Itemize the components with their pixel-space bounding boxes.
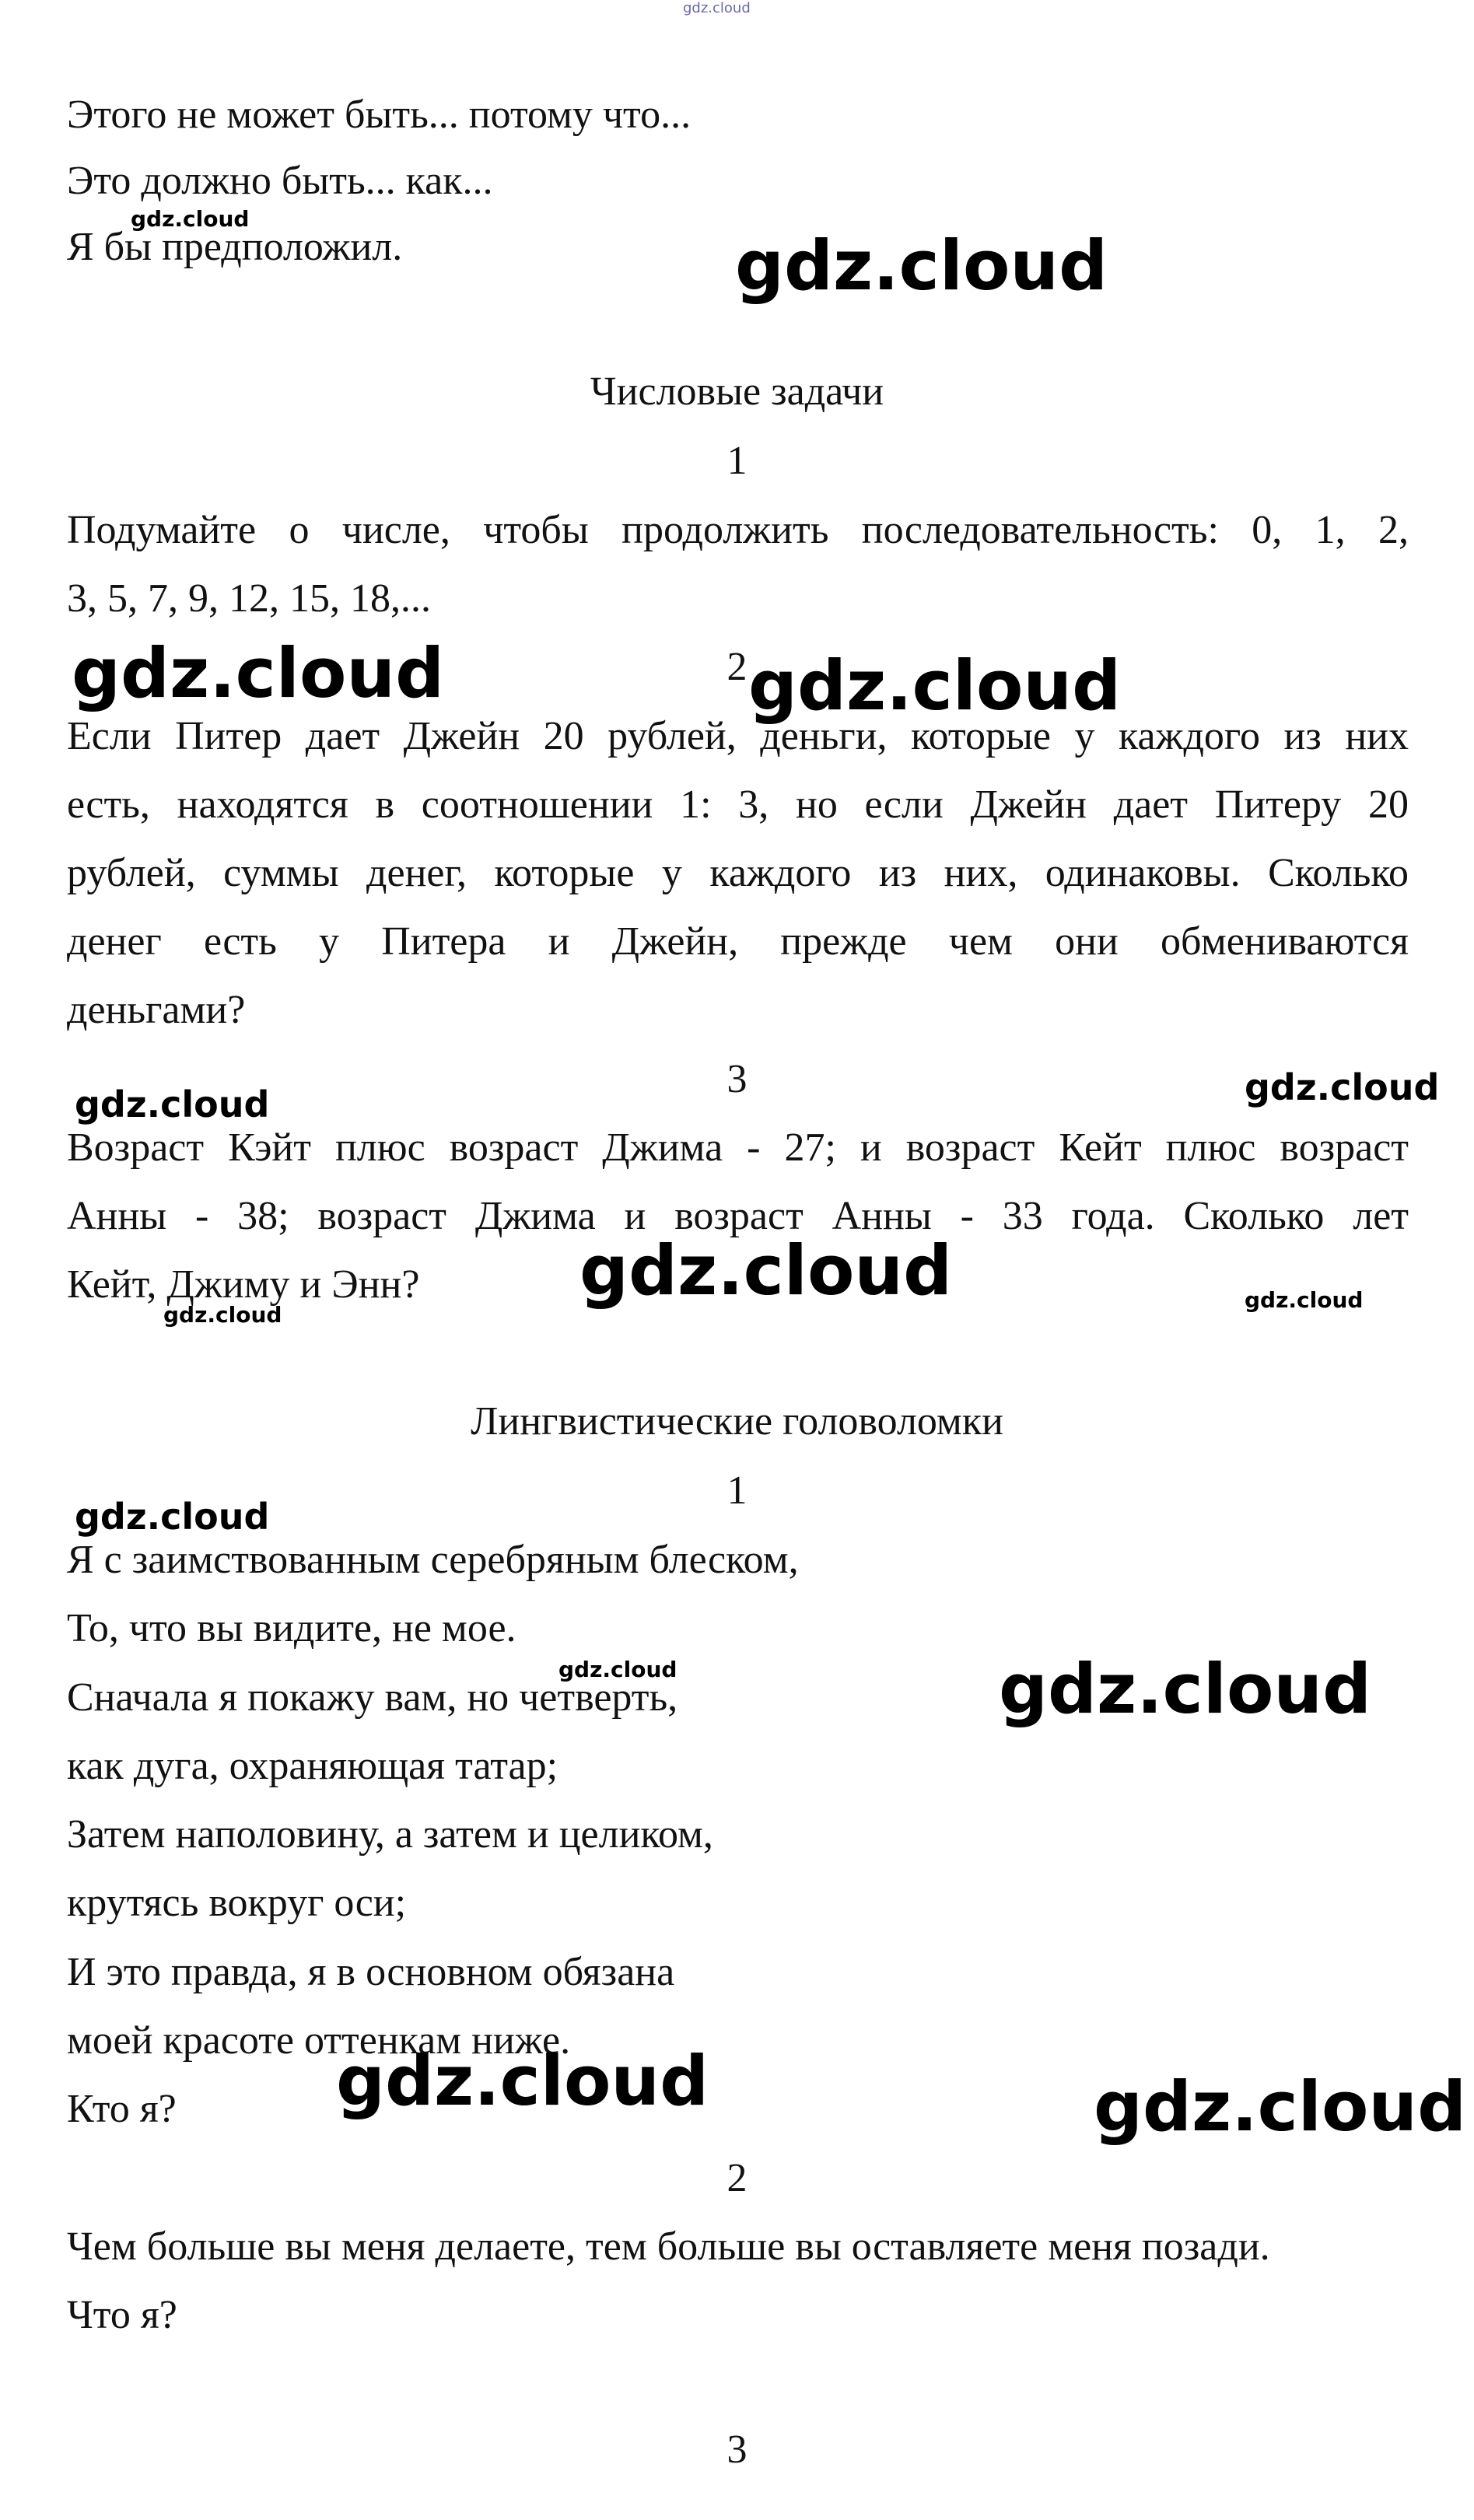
watermark-top: gdz.cloud	[683, 0, 751, 16]
problem-text-line: Возраст Кэйт плюс возраст Джима - 27; и возраст Кейт плюс возраст	[67, 1125, 1409, 1170]
problem-text-line: деньгами?	[67, 988, 246, 1032]
intro-line: Это должно быть... как...	[67, 159, 493, 203]
problem-number: 3	[726, 1057, 748, 1101]
problem-text-line: есть, находятся в соотношении 1: 3, но если Джейн дает Питеру 20	[67, 782, 1409, 827]
watermark: gdz.cloud	[75, 1496, 270, 1538]
poem-line: крутясь вокруг оси;	[67, 1881, 407, 1925]
problem-text-line: Что я?	[67, 2293, 177, 2337]
poem-line: Я с заимствованным серебряным блеском,	[67, 1538, 799, 1582]
poem-line: Кто я?	[67, 2087, 177, 2131]
watermark: gdz.cloud	[75, 1083, 270, 1125]
problem-text-line: денег есть у Питера и Джейн, прежде чем они обмениваются	[67, 919, 1409, 964]
problem-number: 2	[726, 2156, 748, 2200]
problem-number: 1	[726, 439, 748, 483]
section-title-numeric: Числовые задачи	[590, 369, 884, 414]
problem-text-line: Кейт, Джиму и Энн?	[67, 1262, 420, 1307]
poem-line: как дуга, охраняющая татар;	[67, 1744, 558, 1788]
poem-line: Затем наполовину, а затем и целиком,	[67, 1812, 713, 1857]
watermark: gdz.cloud	[1245, 1287, 1364, 1313]
poem-line: И это правда, я в основном обязана	[67, 1950, 675, 1994]
watermark: gdz.cloud	[748, 646, 1122, 726]
watermark: gdz.cloud	[999, 1649, 1372, 1729]
watermark: gdz.cloud	[336, 2041, 709, 2121]
watermark: gdz.cloud	[131, 206, 250, 232]
problem-text-line: 3, 5, 7, 9, 12, 15, 18,...	[67, 576, 431, 621]
watermark: gdz.cloud	[1094, 2067, 1467, 2147]
problem-text-line: Чем больше вы меня делаете, тем больше вы оставляете меня позади.	[67, 2224, 1270, 2269]
watermark: gdz.cloud	[163, 1302, 282, 1328]
watermark: gdz.cloud	[72, 633, 445, 713]
problem-text-line: Анны - 38; возраст Джима и возраст Анны - 33 года. Сколько лет	[67, 1194, 1409, 1238]
poem-line: То, что вы видите, не мое.	[67, 1606, 516, 1650]
poem-line: Сначала я покажу вам, но четверть,	[67, 1675, 678, 1720]
intro-line: Я бы предположил.	[67, 225, 403, 269]
problem-number: 1	[726, 1468, 748, 1513]
problem-text-line: Если Питер дает Джейн 20 рублей, деньги, которые у каждого из них	[67, 714, 1409, 758]
problem-number: 2	[726, 645, 748, 689]
problem-text-line: Подумайте о числе, чтобы продолжить последовательность: 0, 1, 2,	[67, 508, 1409, 552]
section-title-linguistic: Лингвистические головоломки	[471, 1399, 1003, 1444]
intro-line: Этого не может быть... потому что...	[67, 93, 691, 137]
watermark: gdz.cloud	[1245, 1066, 1440, 1108]
problem-number: 3	[726, 2427, 748, 2472]
watermark: gdz.cloud	[579, 1230, 953, 1311]
problem-text-line: рублей, суммы денег, которые у каждого из них, одинаковы. Сколько	[67, 851, 1409, 895]
watermark: gdz.cloud	[735, 226, 1108, 306]
watermark: gdz.cloud	[558, 1657, 677, 1682]
poem-line: моей красоте оттенкам ниже.	[67, 2018, 571, 2063]
